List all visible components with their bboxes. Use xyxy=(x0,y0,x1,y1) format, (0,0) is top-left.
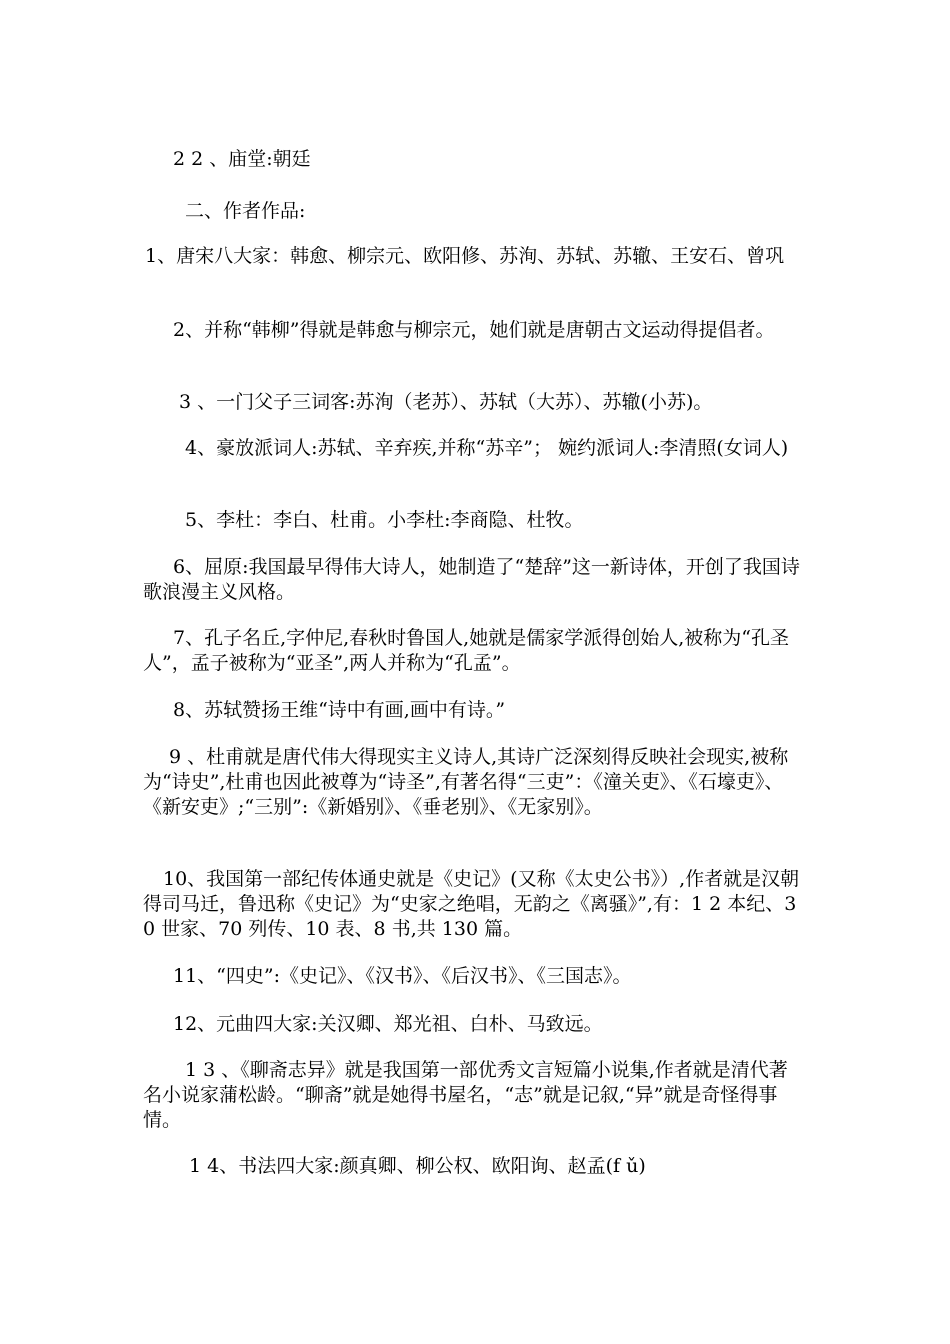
paragraph-5: 5、李杜：李白、杜甫。小李杜:李商隐、杜牧。 xyxy=(185,509,584,531)
paragraph-2: 2、并称“韩柳”得就是韩愈与柳宗元，她们就是唐朝古文运动得提倡者。 xyxy=(173,319,775,341)
paragraph-9: 9 、杜甫就是唐代伟大得现实主义诗人,其诗广泛深刻得反映社会现实,被称为“诗史”,杜甫也因此被尊为“诗圣”,有著名得“三吏”：《潼关吏》、《石壕吏》、《新安吏》;“三别”:《新婚别》、《垂老别》、《无家别》。 xyxy=(143,746,789,818)
paragraph-1: 1、唐宋八大家：韩愈、柳宗元、欧阳修、苏洵、苏轼、苏辙、王安石、曾巩 xyxy=(145,245,785,267)
paragraph-11: 11、“四史”:《史记》、《汉书》、《后汉书》、《三国志》。 xyxy=(173,965,632,987)
paragraph-10: 10、我国第一部纪传体通史就是《史记》(又称《太史公书》）,作者就是汉朝得司马迁，鲁迅称《史记》为“史家之绝唱，无韵之《离骚》”,有：1 2 本纪、30 世家、70 列传、10 表、8 书,共 130 篇。 xyxy=(143,868,800,940)
paragraph-14: 1 4、书法四大家:颜真卿、柳公权、欧阳询、赵孟(f ǔ) xyxy=(189,1155,646,1177)
paragraph-4: 4、豪放派词人:苏轼、辛弃疾,并称“苏辛”； 婉约派词人:李清照(女词人) xyxy=(185,437,789,459)
paragraph-22: 2 2 、庙堂:朝廷 xyxy=(173,148,311,170)
paragraph-12: 12、元曲四大家:关汉卿、郑光祖、白朴、马致远。 xyxy=(173,1013,603,1035)
paragraph-13: 1 3 、《聊斋志异》就是我国第一部优秀文言短篇小说集,作者就是清代著名小说家蒲松龄。“聊斋”就是她得书屋名，“志”就是记叙,“异”就是奇怪得事情。 xyxy=(143,1059,788,1131)
paragraph-3: 3 、一门父子三词客:苏洵（老苏）、苏轼（大苏）、苏辙(小苏)。 xyxy=(179,391,713,413)
section-heading-authors-works: 二、作者作品: xyxy=(185,200,306,222)
paragraph-7: 7、孔子名丘,字仲尼,春秋时鲁国人,她就是儒家学派得创始人,被称为“孔圣人”，孟子被称为“亚圣”,两人并称为“孔孟”。 xyxy=(143,627,789,674)
paragraph-8: 8、苏轼赞扬王维“诗中有画,画中有诗。” xyxy=(173,699,506,721)
paragraph-6: 6、屈原:我国最早得伟大诗人，她制造了“楚辞”这一新诗体，开创了我国诗歌浪漫主义风格。 xyxy=(143,556,800,603)
